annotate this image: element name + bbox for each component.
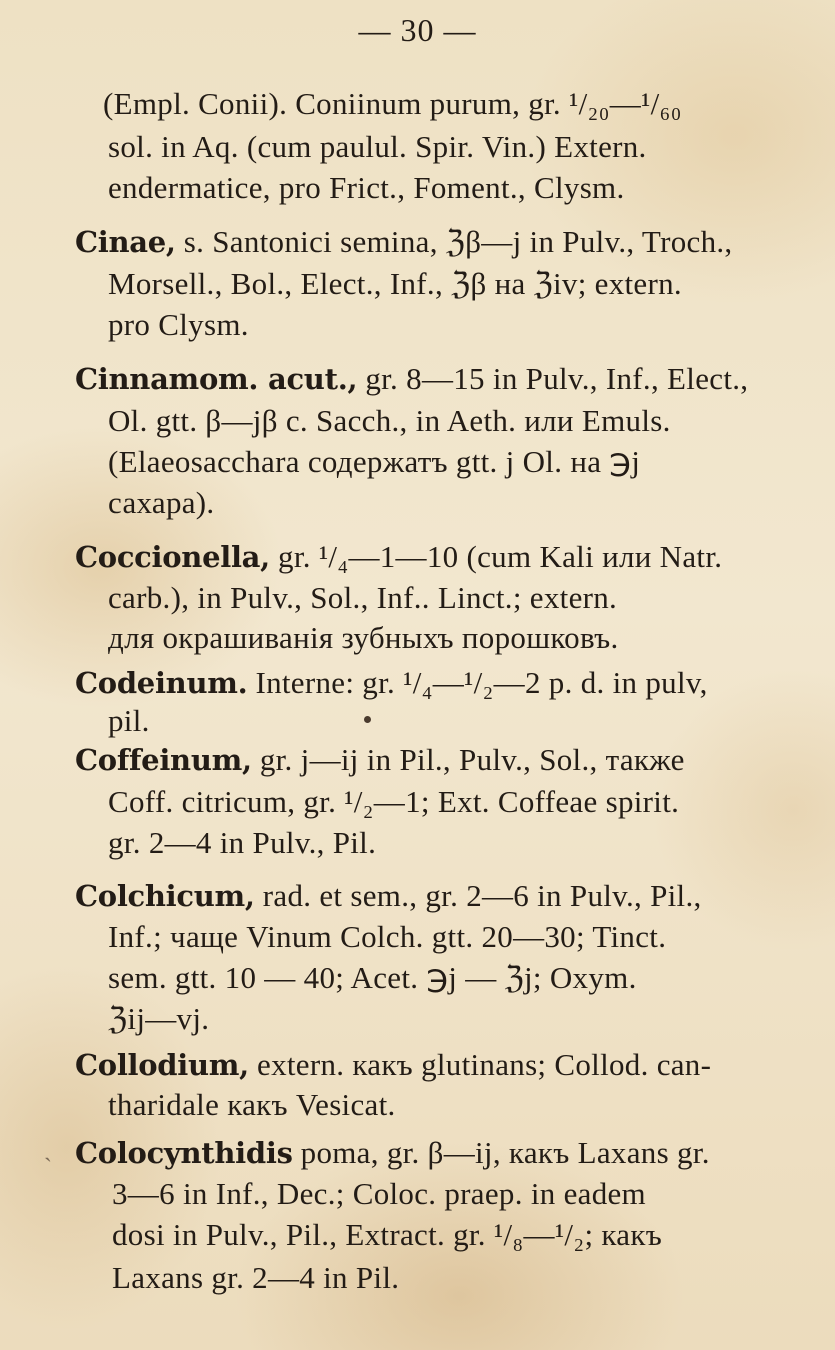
entry-text: Morsell., Bol., Elect., Inf., ℨβ на ℨiv; extern. (108, 266, 682, 301)
entry-text: gr. 8—15 in Pulv., Inf., Elect., (357, 361, 749, 396)
entry-line (108, 446, 640, 477)
ink-speck (364, 716, 371, 723)
page-number: — 30 — (358, 12, 477, 48)
entry-text: Interne: gr. ¹/₄—¹/₂—2 p. d. in pulv, (247, 665, 708, 700)
entry-line (112, 1262, 399, 1293)
entry-headword: Colchicum, (75, 879, 255, 913)
entry-text: gr. 2—4 in Pulv., Pil. (108, 825, 377, 860)
entry-line (108, 131, 647, 162)
entry-text: pro Clysm. (108, 307, 249, 342)
entry-headword: Coffeinum, (75, 743, 252, 777)
entry-text: carb.), in Pulv., Sol., Inf.. Linct.; extern. (108, 580, 618, 615)
entry-text: Inf.; чаще Vinum Colch. gtt. 20—30; Tinct. (108, 919, 667, 954)
entry-headword: Codeinum. (75, 666, 248, 700)
entry-text: tharidale какъ Vesicat. (108, 1087, 396, 1122)
entry-line (108, 405, 671, 436)
entry-text: Coff. citricum, gr. ¹/₂—1; Ext. Coffeae spirit. (108, 784, 680, 819)
entry-text: для окрашиванія зубныхъ порошковъ. (108, 620, 619, 655)
entry-text: Ol. gtt. β—jβ c. Sacch., in Aeth. или Emuls. (108, 403, 671, 438)
entry-line (108, 921, 666, 952)
entry-text: gr. ¹/₄—1—10 (cum Kali или Natr. (269, 539, 723, 574)
entry-line (108, 962, 637, 993)
entry-line (75, 667, 708, 698)
entry-text: ℨij—vj. (108, 1001, 210, 1036)
entry-line (108, 705, 150, 736)
entry-line (108, 487, 214, 518)
entry-text: extern. какъ glutinans; Collod. can- (248, 1047, 712, 1082)
entry-line (108, 172, 625, 203)
entry-line (75, 744, 685, 775)
entry-headword: Cinnamom. acut., (75, 362, 358, 396)
entry-line (112, 1219, 662, 1250)
entry-text: endermatice, pro Frict., Foment., Clysm. (108, 170, 625, 205)
entry-headword: Cinae, (75, 225, 176, 259)
entry-line (75, 363, 748, 394)
entry-line (103, 88, 682, 119)
entry-line (108, 268, 682, 299)
entry-line (75, 541, 722, 572)
entry-text: poma, gr. β—ij, какъ Laxans gr. (292, 1135, 710, 1170)
entry-line (108, 622, 619, 653)
entry-text: s. Santonici semina, ℨβ—j in Pulv., Troch., (175, 224, 733, 259)
entry-line (75, 1137, 710, 1168)
entry-text: gr. j—ij in Pil., Pulv., Sol., также (251, 742, 685, 777)
entry-line (75, 880, 702, 911)
margin-mark: ˎ (44, 1136, 52, 1162)
entry-line (75, 226, 732, 257)
entry-headword: Coccionella, (75, 540, 270, 574)
entry-headword: Colocynthidis (75, 1136, 293, 1170)
entry-text: rad. et sem., gr. 2—6 in Pulv., Pil., (254, 878, 702, 913)
entry-line (108, 827, 376, 858)
entry-line (108, 309, 249, 340)
entry-line (108, 1003, 209, 1034)
entry-text: (Empl. Conii). Coniinum purum, gr. ¹/₂₀—¹/₆₀ (103, 86, 682, 121)
entry-line (108, 1089, 396, 1120)
entry-text: dosi in Pulv., Pil., Extract. gr. ¹/₈—¹/₂; какъ (112, 1217, 663, 1252)
entry-text: pil. (108, 703, 150, 738)
entry-line (108, 786, 679, 817)
entry-text: (Elaeosacchara содержатъ gtt. j Ol. на ℈j (108, 444, 641, 479)
entry-text: 3—6 in Inf., Dec.; Coloc. praep. in eadem (112, 1176, 646, 1211)
entry-line (112, 1178, 646, 1209)
entry-text: sem. gtt. 10 — 40; Acet. ℈j — ℨj; Oxym. (108, 960, 637, 995)
entry-line (108, 582, 617, 613)
entry-text: Laxans gr. 2—4 in Pil. (112, 1260, 400, 1295)
entry-text: сахара). (108, 485, 215, 520)
entry-line (75, 1049, 711, 1080)
entry-text: sol. in Aq. (cum paulul. Spir. Vin.) Extern. (108, 129, 647, 164)
entry-headword: Collodium, (75, 1048, 249, 1082)
